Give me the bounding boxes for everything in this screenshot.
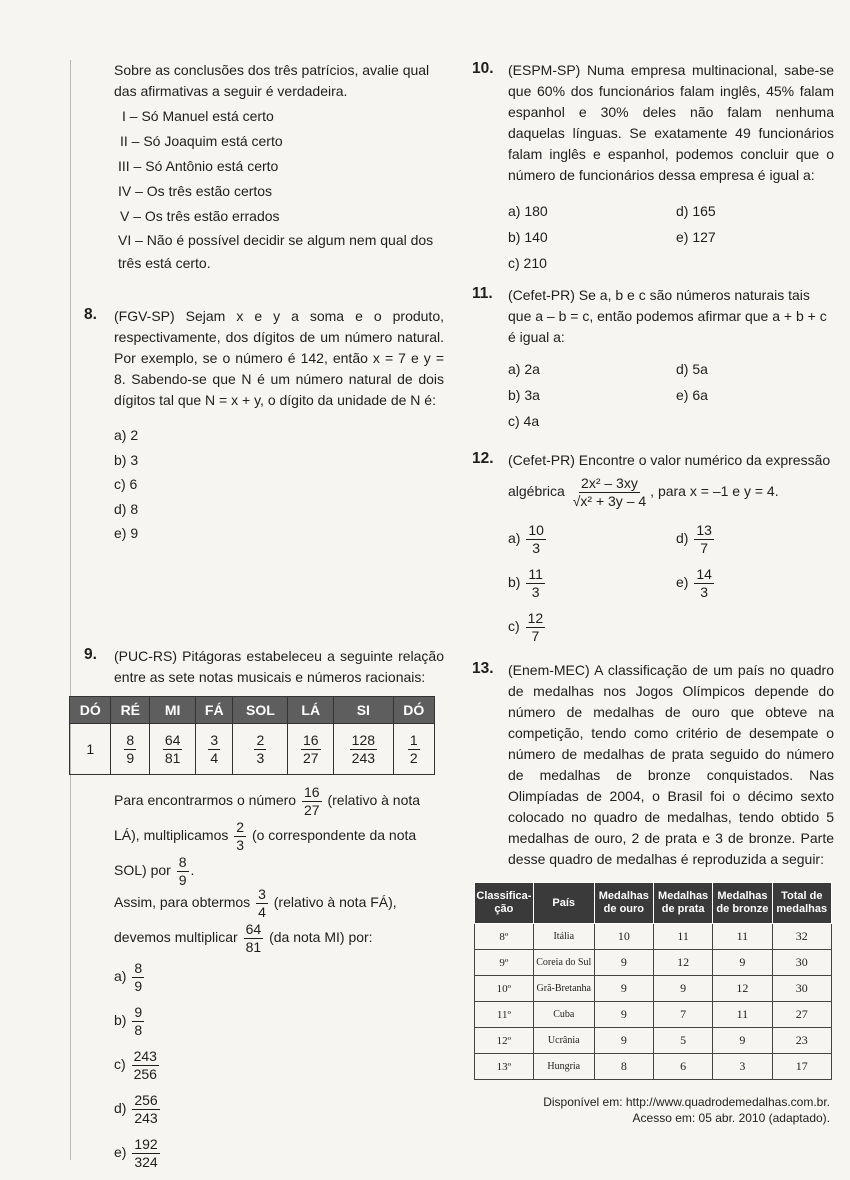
option-a[interactable]: a) 180 — [508, 203, 548, 219]
medals-cell: 27 — [772, 1002, 831, 1028]
medals-cell: 32 — [772, 924, 831, 950]
source-url: Disponível em: http://www.quadrodemedalhas.com.br. — [543, 1095, 830, 1109]
option-list — [508, 356, 834, 432]
fraction — [526, 522, 546, 557]
medals-cell: 6 — [653, 1054, 712, 1080]
medals-header-cell: Medalhas de ouro — [594, 883, 653, 924]
notes-table — [69, 696, 435, 775]
notes-header-cell: DÓ — [393, 697, 435, 724]
option-d[interactable]: d) 8 — [114, 500, 139, 517]
medals-cell: 5 — [653, 1028, 712, 1054]
notes-header-cell: DÓ — [70, 697, 111, 724]
text: Assim, para obtermos — [114, 894, 251, 911]
option-b[interactable] — [114, 1004, 162, 1048]
statement-item: V – Os três estão errados — [120, 208, 280, 224]
medals-header-cell: Medalhas de bronze — [713, 883, 772, 924]
table-row — [475, 976, 832, 1002]
option-d[interactable] — [114, 1092, 162, 1136]
numerator: 128 — [351, 731, 376, 748]
option-e[interactable] — [114, 1136, 162, 1180]
medals-header-cell: Total de medalhas — [772, 883, 831, 924]
notes-header-cell: FÁ — [196, 697, 233, 724]
medals-cell: Ucrânia — [533, 1028, 594, 1054]
option-label: b) — [114, 1012, 127, 1029]
medals-cell: Coreia do Sul — [533, 950, 594, 976]
option-c[interactable]: c) 210 — [508, 255, 547, 271]
option-label: c) — [508, 618, 520, 635]
question-text: (Cefet-PR) Encontre o valor numérico da expressão — [508, 452, 831, 468]
option-c[interactable] — [114, 1048, 162, 1092]
notes-value-cell — [393, 724, 435, 775]
question-text: (ESPM-SP) Numa empresa multinacional, sabe-se que 60% dos funcionários falam inglês, 45% falam espanhol e 30% deles não falam nenhuma daquelas línguas. Se exatamente 49 funcionários falam inglês e espanhol, podemos concluir que o número de funcionários dessa empresa é igual a: — [508, 62, 834, 183]
denominator: 8 — [134, 1022, 143, 1038]
notes-header-row — [70, 697, 435, 724]
notes-value-cell — [233, 724, 288, 775]
numerator: 2 — [256, 731, 265, 748]
denominator: 3 — [700, 584, 709, 600]
fraction — [132, 1136, 159, 1171]
table-row — [475, 950, 832, 976]
numerator: 16 — [302, 731, 319, 748]
notes-header-cell: LÁ — [288, 697, 334, 724]
medals-cell: 3 — [713, 1054, 772, 1080]
option-list — [508, 198, 834, 274]
numerator: 8 — [178, 854, 187, 870]
denominator: 4 — [210, 749, 219, 766]
medals-cell: 9 — [713, 1028, 772, 1054]
fraction — [301, 732, 321, 767]
question-9 — [84, 646, 444, 688]
medals-cell: Itália — [533, 924, 594, 950]
table-row — [475, 1002, 832, 1028]
statement-item: III – Só Antônio está certo — [118, 158, 279, 174]
numerator: 16 — [303, 784, 320, 800]
denominator: 81 — [164, 749, 181, 766]
option-a[interactable]: a) 2a — [508, 361, 540, 377]
notes-header-cell: SI — [334, 697, 393, 724]
medals-cell: 8º — [475, 924, 534, 950]
option-b[interactable]: b) 3a — [508, 387, 540, 403]
numerator: 192 — [134, 1136, 158, 1152]
table-row — [475, 924, 832, 950]
numerator: 9 — [134, 1004, 143, 1020]
question-11 — [472, 285, 834, 432]
notes-header-cell: MI — [150, 697, 196, 724]
medals-cell: 17 — [772, 1054, 831, 1080]
algebraic-expression — [508, 475, 834, 510]
numerator: 2 — [236, 819, 245, 835]
denominator: 7 — [700, 540, 709, 556]
denominator: 3 — [532, 540, 541, 556]
fraction — [234, 819, 246, 854]
source-note — [472, 1094, 830, 1126]
fraction — [132, 1048, 159, 1083]
question-text: (Enem-MEC) A classificação de um país no quadro de medalhas nos Jogos Olímpicos depende do número de medalhas de ouro que obteve na competição, tendo como critério de desempate o número de medalhas de prata seguido do número de medalhas de bronze conquistados. Nas Olimpíadas de 2004, o Brasil foi o décimo sexto colocado no quadro de medalhas, tendo obtido 5 medalhas de ouro, 2 de prata e 3 de bronze. Parte desse quadro de medalhas é reproduzida a seguir: — [508, 662, 834, 867]
option-d[interactable]: d) 5a — [676, 361, 708, 377]
option-d[interactable]: d) 165 — [676, 203, 716, 219]
question-text: (FGV-SP) Sejam x e y a soma e o produto, respectivamente, dos dígitos de um número natural. Por exemplo, se o número é 142, então x = 7 e y = 8. Sabendo-se que N é um número natural de dois dígitos tal que N = x + y, o dígito da unidade de N é: — [114, 308, 444, 408]
medals-cell: Grã-Bretanha — [533, 976, 594, 1002]
fraction — [302, 784, 322, 819]
medals-cell: 11 — [713, 924, 772, 950]
fraction — [208, 732, 220, 767]
statement-item: VI – Não é possível decidir se algum nem qual dos três está certo. — [118, 232, 434, 271]
medals-cell: 30 — [772, 950, 831, 976]
fraction — [254, 732, 266, 767]
question-text: (PUC-RS) Pitágoras estabeleceu a seguinte relação entre as sete notas musicais e números racionais: — [114, 648, 444, 685]
notes-header-cell: SOL — [233, 697, 288, 724]
notes-value-cell — [288, 724, 334, 775]
expression-fraction — [571, 475, 648, 510]
question-number: 11. — [472, 285, 493, 302]
fraction — [350, 732, 377, 767]
statement-item: I – Só Manuel está certo — [122, 108, 274, 124]
option-e[interactable]: e) 6a — [676, 387, 708, 403]
denominator: 324 — [134, 1154, 158, 1170]
fraction — [694, 522, 714, 557]
medals-cell: 9 — [653, 976, 712, 1002]
denominator: 3 — [236, 837, 245, 853]
medals-header-cell: Medalhas de prata — [653, 883, 712, 924]
denominator: 256 — [133, 1066, 157, 1082]
medals-cell: 10º — [475, 976, 534, 1002]
notes-value-cell — [111, 724, 150, 775]
q9-paragraph-2 — [114, 886, 444, 956]
medals-cell: 11 — [713, 1002, 772, 1028]
denominator: 3 — [531, 584, 540, 600]
numerator: 12 — [527, 610, 544, 626]
option-list — [114, 423, 444, 546]
option-label: d) — [114, 1100, 127, 1117]
notes-value-cell — [334, 724, 393, 775]
text: (relativo à nota LÁ), multiplicamos — [114, 792, 421, 844]
question-number: 12. — [472, 450, 494, 467]
medals-table — [474, 882, 832, 1080]
numerator: 64 — [245, 921, 262, 937]
option-a[interactable] — [114, 960, 162, 1004]
numerator: 11 — [528, 566, 543, 582]
medals-cell: 9 — [594, 950, 653, 976]
medals-cell: 9 — [594, 976, 653, 1002]
denominator: 3 — [256, 749, 265, 766]
numerator: 8 — [126, 731, 135, 748]
denominator: 243 — [351, 749, 376, 766]
question-number: 10. — [472, 60, 494, 77]
fraction — [163, 732, 183, 767]
medals-header-cell: País — [533, 883, 594, 924]
fraction — [526, 566, 545, 601]
fraction — [132, 1004, 144, 1039]
medals-cell: 23 — [772, 1028, 831, 1054]
denominator: 9 — [134, 978, 143, 994]
text: (relativo à nota FÁ), devemos multiplicar — [114, 894, 397, 946]
notes-value-cell — [150, 724, 196, 775]
option-label: e) — [676, 574, 689, 591]
numerator: 243 — [133, 1048, 157, 1064]
denominator: 7 — [531, 628, 540, 644]
notes-value-cell: 1 — [70, 724, 111, 775]
fraction — [132, 960, 144, 995]
medals-cell: 30 — [772, 976, 831, 1002]
column-rule — [70, 60, 71, 1160]
statement-item: II – Só Joaquim está certo — [120, 133, 283, 149]
numerator: 14 — [696, 566, 712, 582]
fraction — [408, 732, 420, 767]
notes-header-cell: RÉ — [111, 697, 150, 724]
medals-cell: 12 — [713, 976, 772, 1002]
q9-options — [114, 960, 162, 1180]
option-label: c) — [114, 1056, 126, 1073]
option-list — [508, 522, 834, 652]
medals-cell: 12 — [653, 950, 712, 976]
option-label: b) — [508, 574, 521, 591]
numerator: 2x² – 3xy — [581, 475, 638, 491]
denominator: 9 — [126, 749, 135, 766]
option-e[interactable] — [676, 566, 716, 601]
denominator: 27 — [302, 749, 319, 766]
medals-cell: 11 — [653, 924, 712, 950]
numerator: 13 — [696, 522, 712, 538]
table-row — [475, 1054, 832, 1080]
option-d[interactable] — [676, 522, 716, 557]
option-c[interactable]: c) 6 — [114, 476, 138, 493]
medals-cell: 9 — [594, 1028, 653, 1054]
question-8 — [84, 306, 444, 546]
option-label: e) — [114, 1144, 127, 1161]
option-e[interactable]: e) 9 — [114, 525, 139, 542]
denominator: 27 — [303, 802, 320, 818]
medals-cell: 10 — [594, 924, 653, 950]
denominator: 243 — [134, 1110, 158, 1126]
notes-value-row — [70, 724, 435, 775]
table-row — [475, 1028, 832, 1054]
numerator: 10 — [528, 522, 544, 538]
text: , para x = –1 e y = 4. — [650, 483, 779, 500]
option-a[interactable] — [508, 522, 548, 557]
text: Para encontrarmos o número — [114, 792, 297, 809]
numerator: 1 — [409, 731, 418, 748]
denominator: 2 — [409, 749, 418, 766]
medals-cell: Hungria — [533, 1054, 594, 1080]
numerator: 64 — [164, 731, 181, 748]
question-number: 8. — [84, 306, 97, 323]
denominator: 9 — [178, 872, 187, 888]
text: . — [190, 862, 195, 879]
fraction — [526, 610, 546, 645]
option-b[interactable] — [508, 566, 547, 601]
option-label: a) — [114, 968, 127, 985]
denominator: 4 — [258, 904, 266, 920]
option-c[interactable]: c) 4a — [508, 413, 540, 429]
text: algébrica — [508, 483, 565, 500]
medals-cell: 9 — [713, 950, 772, 976]
fraction — [132, 1092, 159, 1127]
option-c[interactable] — [508, 610, 547, 645]
notes-value-cell — [196, 724, 233, 775]
medals-cell: 12º — [475, 1028, 534, 1054]
q9-paragraph-1 — [114, 784, 444, 889]
numerator: 8 — [134, 960, 143, 976]
statement-item: IV – Os três estão certos — [118, 183, 273, 199]
medals-body — [475, 924, 832, 1080]
numerator: 256 — [134, 1092, 158, 1108]
fraction — [694, 566, 714, 601]
medals-header-cell: Classifica-ção — [475, 883, 534, 924]
option-e[interactable]: e) 127 — [676, 229, 716, 245]
statement-list — [114, 104, 444, 275]
option-label: a) — [508, 530, 521, 547]
question-number: 13. — [472, 660, 494, 677]
fraction — [177, 854, 189, 889]
option-b[interactable]: b) 140 — [508, 229, 548, 245]
medals-cell: Cuba — [533, 1002, 594, 1028]
text: (o correspondente da nota SOL) por — [114, 827, 417, 879]
option-b[interactable]: b) 3 — [114, 451, 139, 468]
medals-cell: 9º — [475, 950, 534, 976]
medals-cell: 8 — [594, 1054, 653, 1080]
question-text: (Cefet-PR) Se a, b e c são números naturais tais que a – b = c, então podemos afirmar que a + b + c é igual a: — [508, 287, 827, 345]
denominator: √x² + 3y – 4 — [572, 493, 647, 509]
medals-header-row — [475, 883, 832, 924]
numerator: 3 — [210, 731, 219, 748]
question-number: 9. — [84, 646, 97, 663]
fraction — [244, 921, 264, 956]
fraction — [124, 732, 136, 767]
question-13 — [472, 660, 834, 870]
medals-cell: 9 — [594, 1002, 653, 1028]
medals-cell: 11º — [475, 1002, 534, 1028]
medals-cell: 13º — [475, 1054, 534, 1080]
medals-cell: 7 — [653, 1002, 712, 1028]
question-12 — [472, 450, 834, 652]
option-a[interactable]: a) 2 — [114, 427, 139, 443]
fraction — [256, 886, 268, 921]
source-access-date: Acesso em: 05 abr. 2010 (adaptado). — [632, 1111, 830, 1125]
intro-text: Sobre as conclusões dos três patrícios, avalie qual das afirmativas a seguir é verdadeira. — [114, 62, 430, 99]
numerator: 3 — [258, 886, 266, 902]
question-10 — [472, 60, 834, 274]
denominator: 81 — [245, 939, 262, 955]
text: (da nota MI) por: — [269, 929, 373, 946]
option-label: d) — [676, 530, 689, 547]
